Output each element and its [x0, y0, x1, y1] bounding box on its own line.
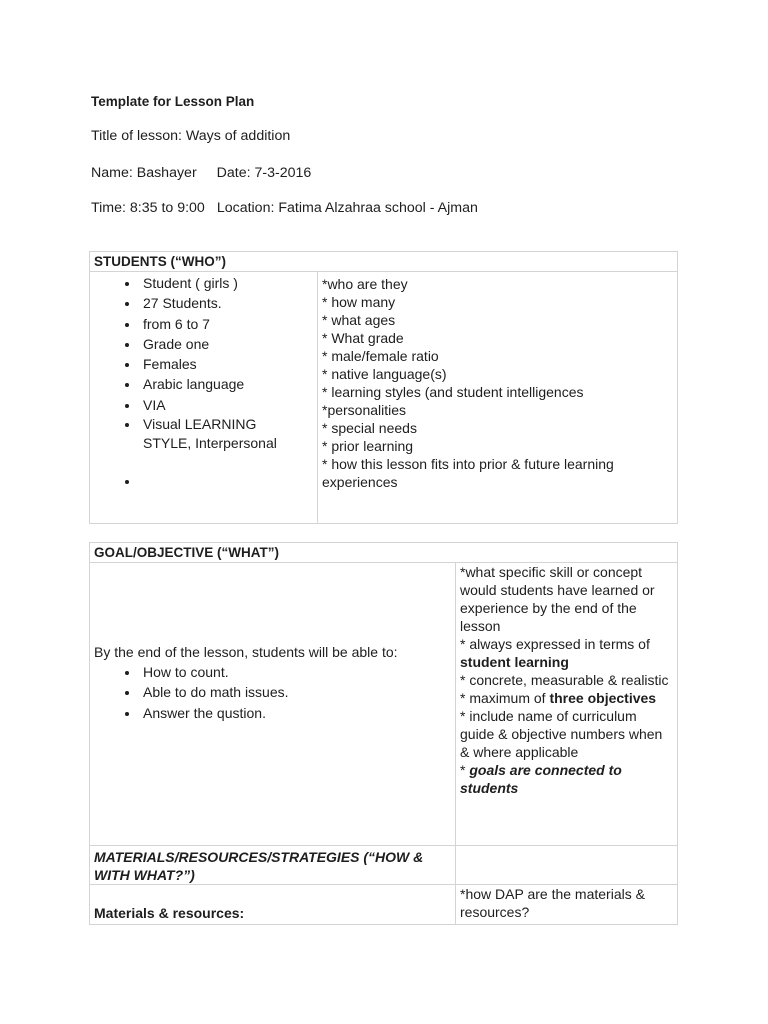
teacher-name: Name: Bashayer	[91, 165, 197, 181]
student-prompt: * how many	[322, 294, 396, 310]
students-header: STUDENTS (“WHO”)	[90, 252, 678, 272]
materials-header-empty	[456, 846, 678, 885]
goal-list	[94, 662, 451, 723]
student-detail-item: • Arabic language	[140, 374, 313, 394]
materials-header: MATERIALS/RESOURCES/STRATEGIES (“HOW & WITH WHAT?”)	[90, 846, 456, 885]
students-prompts	[322, 275, 673, 491]
goal-prompt-text: * always expressed in terms of	[460, 636, 650, 652]
student-detail-item: • Visual LEARNING STYLE, Interpersonal	[140, 415, 313, 453]
students-details-cell	[90, 272, 318, 524]
students-list	[94, 273, 313, 491]
goal-intro: By the end of the lesson, students will be able to:	[94, 644, 398, 660]
student-detail-item	[140, 471, 313, 491]
student-prompt: * what ages	[322, 312, 396, 328]
student-prompt: * male/female ratio	[322, 348, 439, 364]
materials-label: Materials & resources:	[90, 885, 456, 925]
student-prompt: * how this lesson fits into prior & future learning experiences	[322, 456, 614, 490]
goal-prompt	[460, 689, 673, 707]
student-prompt: * special needs	[322, 420, 417, 436]
student-detail-item: • from 6 to 7	[140, 314, 313, 334]
materials-prompt: *how DAP are the materials & resources?	[456, 885, 678, 925]
student-prompt: * What grade	[322, 330, 404, 346]
student-prompt: * learning styles (and student intelligences	[322, 384, 584, 400]
student-detail-item: • Females	[140, 354, 313, 374]
students-table	[89, 251, 678, 524]
student-detail-item: • 27 Students.	[140, 293, 313, 313]
goal-prompt	[460, 635, 673, 671]
goal-item: • How to count.	[140, 662, 451, 682]
time-location-line	[91, 200, 478, 216]
goal-prompts-cell	[456, 563, 678, 846]
goal-prompt: * include name of curriculum guide & objective numbers when & where applicable	[460, 708, 663, 760]
goal-table	[89, 542, 678, 925]
document-title: Template for Lesson Plan	[91, 94, 255, 109]
goal-prompt: *what specific skill or concept would students have learned or experience by the end of the lesson	[460, 564, 655, 634]
goal-prompt-bold-italic: goals are connected to students	[460, 762, 622, 796]
goal-objectives-cell	[90, 563, 456, 846]
goal-prompt-bold: three objectives	[549, 690, 657, 706]
student-prompt: *personalities	[322, 402, 407, 418]
student-prompt: * native language(s)	[322, 366, 447, 382]
goal-prompt: * concrete, measurable & realistic	[460, 672, 669, 688]
goal-prompt-text: * maximum of	[460, 690, 550, 706]
goal-header: GOAL/OBJECTIVE (“WHAT”)	[90, 543, 678, 563]
lesson-location: Location: Fatima Alzahraa school - Ajman	[216, 200, 478, 216]
lesson-time: Time: 8:35 to 9:00	[91, 200, 205, 216]
student-detail-item: • Grade one	[140, 334, 313, 354]
students-prompts-cell	[318, 272, 678, 524]
student-detail-item: • Student ( girls )	[140, 273, 313, 293]
goal-prompt-text: *	[460, 762, 470, 778]
student-prompt: * prior learning	[322, 438, 414, 454]
name-date-line	[91, 165, 311, 181]
goal-item: • Answer the qustion.	[140, 703, 451, 723]
lesson-title: Title of lesson: Ways of addition	[91, 128, 291, 144]
lesson-date: Date: 7-3-2016	[216, 165, 312, 181]
student-prompt: *who are they	[322, 276, 408, 292]
goal-prompt	[460, 761, 673, 797]
goal-prompt-bold: student learning	[460, 654, 569, 670]
student-detail-item: • VIA	[140, 395, 313, 415]
goal-item: • Able to do math issues.	[140, 682, 451, 702]
